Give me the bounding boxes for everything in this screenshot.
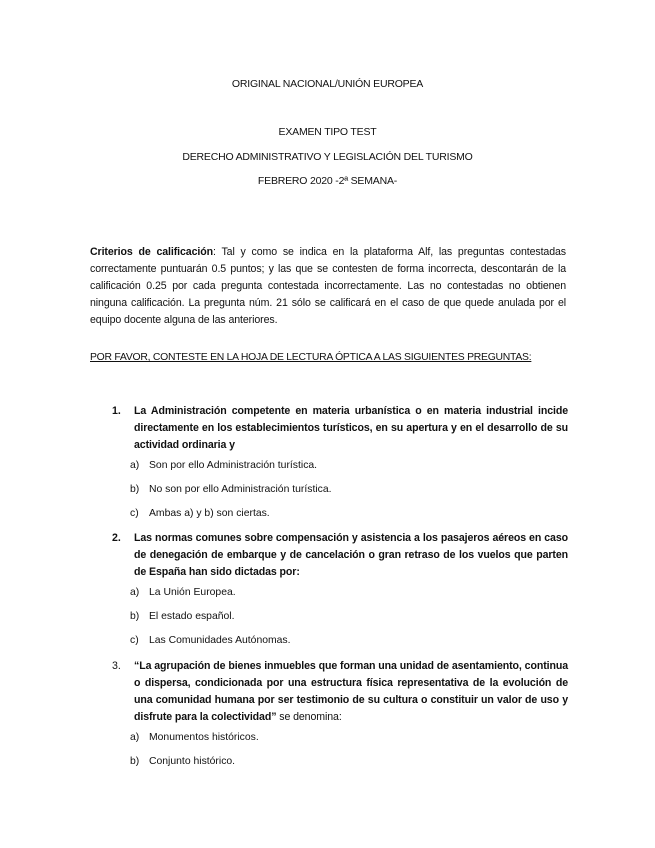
option-letter: a) <box>130 460 140 471</box>
option-text: La Unión Europea. <box>149 587 236 598</box>
option-text: Las Comunidades Autónomas. <box>149 635 291 646</box>
question-text <box>134 658 568 726</box>
question-stem-rest: se denomina: <box>276 711 342 723</box>
option-text: Son por ello Administración turística. <box>149 460 318 471</box>
question-stem: Las normas comunes sobre compensación y asistencia a los pasajeros aéreos en caso de denegación de embarque y de cancelación o gran retraso de los vuelos que parten de España han sido dictadas por: <box>134 532 568 578</box>
question-stem: “La agrupación de bienes inmuebles que forman una unidad de asentamiento, continua o dispersa, condicionada por una estructura física representativa de la evolución de una comunidad humana por ser testimonio de su cultura o constituir un valor de uso y disfrute para la colectividad” <box>134 660 568 723</box>
question-number: 2. <box>112 532 121 544</box>
option-text: Monumentos históricos. <box>149 732 259 743</box>
question-text <box>134 403 568 454</box>
grading-criteria-text: : Tal y como se indica en la plataforma Alf, las preguntas contestadas correctamente puntuarán 0.5 puntos; y las que se contesten de forma incorrecta, descontarán de la calificación 0.25 por cada pregunta contestada incorrectamente. Las no contestadas no obtienen ninguna calificación. La pregunta núm. 21 sólo se calificará en el caso de que quede anulada por el equipo docente alguna de las anteriores. <box>90 246 566 326</box>
grading-criteria <box>90 244 566 329</box>
header-subject: DERECHO ADMINISTRATIVO Y LEGISLACIÓN DEL TURISMO <box>182 151 473 163</box>
option-letter: a) <box>130 587 140 598</box>
option-text: Ambas a) y b) son ciertas. <box>149 508 270 519</box>
grading-criteria-label: Criterios de calificación <box>90 246 213 258</box>
option-text: No son por ello Administración turística. <box>149 484 332 495</box>
question-number: 3. <box>112 660 121 672</box>
header-origin: ORIGINAL NACIONAL/UNIÓN EUROPEA <box>231 78 424 90</box>
option-text: El estado español. <box>149 611 235 622</box>
option-letter: b) <box>130 484 140 495</box>
question-number: 1. <box>112 405 121 417</box>
option-letter: b) <box>130 611 140 622</box>
question-stem: La Administración competente en materia urbanística o en materia industrial incide directamente en los establecimientos turísticos, en su apertura y en el desarrollo de su actividad ordinaria y <box>134 405 568 451</box>
option-letter: a) <box>130 732 140 743</box>
answer-instruction: POR FAVOR, CONTESTE EN LA HOJA DE LECTURA ÓPTICA A LAS SIGUIENTES PREGUNTAS: <box>90 352 532 363</box>
header-exam-type: EXAMEN TIPO TEST <box>278 126 377 138</box>
question-text <box>134 530 568 581</box>
option-letter: c) <box>130 508 139 519</box>
option-text: Conjunto histórico. <box>149 756 236 767</box>
option-letter: c) <box>130 635 139 646</box>
header-date: FEBRERO 2020 -2ª SEMANA- <box>257 175 398 187</box>
option-letter: b) <box>130 756 140 767</box>
